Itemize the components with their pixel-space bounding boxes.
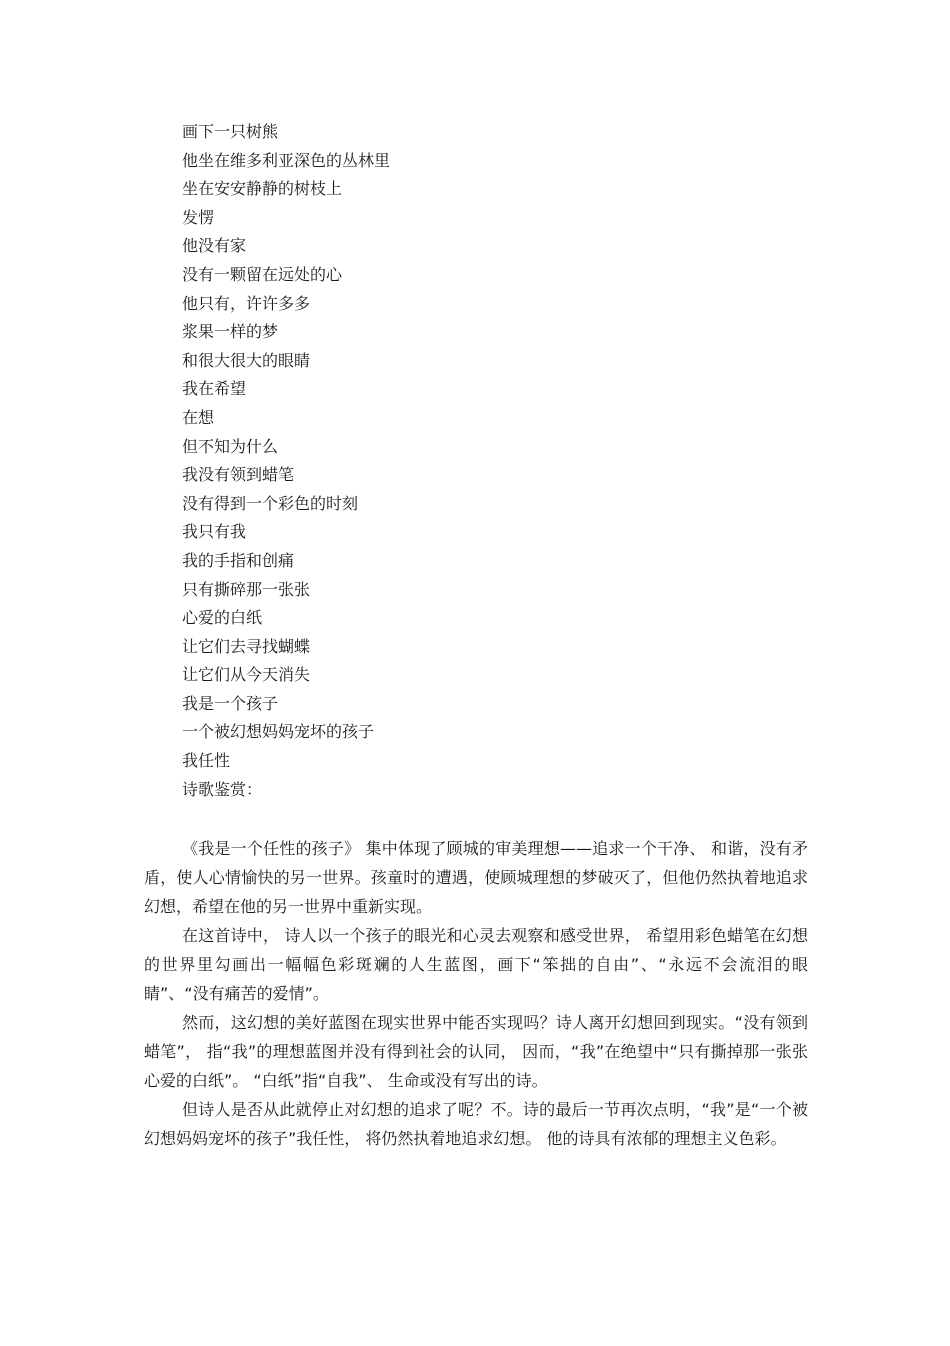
poem-line: 让它们去寻找蝴蝶 [182, 636, 311, 656]
poem-line: 和很大很大的眼睛 [182, 350, 311, 370]
poem-line: 我没有领到蜡笔 [182, 465, 295, 485]
poem-line: 没有一颗留在远处的心 [182, 264, 343, 284]
poem-line: 我只有我 [182, 522, 247, 542]
poem-line: 只有撕碎那一张张 [182, 579, 311, 599]
poem-line: 心爱的白纸 [182, 608, 263, 628]
poem-line: 我的手指和创痛 [182, 550, 295, 570]
poem-line: 他坐在维多利亚深色的丛林里 [182, 150, 391, 170]
poem-line: 但不知为什么 [182, 436, 279, 456]
essay-paragraph: 但诗人是否从此就停止对幻想的追求了呢？不。诗的最后一节再次点明，“我”是“一个被幻想妈妈宠坏的孩子”我任性， 将仍然执着地追求幻想。 他的诗具有浓郁的理想主义色彩。 [144, 1100, 808, 1148]
poem-line: 浆果一样的梦 [182, 322, 279, 342]
poem-line: 让它们从今天消失 [182, 665, 311, 685]
poem-line: 一个被幻想妈妈宠坏的孩子 [182, 722, 375, 742]
essay-paragraph: 然而，这幻想的美好蓝图在现实世界中能否实现吗？诗人离开幻想回到现实。“没有领到蜡笔”， 指“我”的理想蓝图并没有得到社会的认同， 因而，“我”在绝望中“只有撕掉那一张张心爱的白纸”。 “白纸”指“自我”、 生命或没有写出的诗。 [144, 1013, 808, 1090]
poem-line: 没有得到一个彩色的时刻 [182, 493, 359, 513]
poem-line: 坐在安安静静的树枝上 [182, 179, 343, 199]
poem-line: 发愣 [182, 207, 215, 227]
essay-paragraph: 在这首诗中， 诗人以一个孩子的眼光和心灵去观察和感受世界， 希望用彩色蜡笔在幻想的世界里勾画出一幅幅色彩斑斓的人生蓝图，画下“笨拙的自由”、“永远不会流泪的眼睛”、“没有痛苦的爱情”。 [144, 926, 808, 1003]
poem-line: 他没有家 [182, 236, 247, 256]
appreciation-heading: 诗歌鉴赏： [182, 780, 263, 799]
essay-paragraph: 《我是一个任性的孩子》 集中体现了顾城的审美理想——追求一个干净、 和谐，没有矛盾，使人心情愉快的另一世界。孩童时的遭遇，使顾城理想的梦破灭了，但他仍然执着地追求幻想，希望在他的另一世界中重新实现。 [144, 839, 808, 916]
poem-line: 在想 [182, 407, 215, 427]
poem-line: 画下一只树熊 [182, 122, 279, 141]
poem-line: 他只有，许许多多 [182, 293, 311, 313]
poem-line: 我在希望 [182, 379, 247, 399]
appreciation-essay [144, 834, 808, 1153]
poem [182, 118, 782, 776]
poem-line: 我是一个孩子 [182, 693, 279, 713]
poem-line: 我任性 [182, 751, 231, 771]
